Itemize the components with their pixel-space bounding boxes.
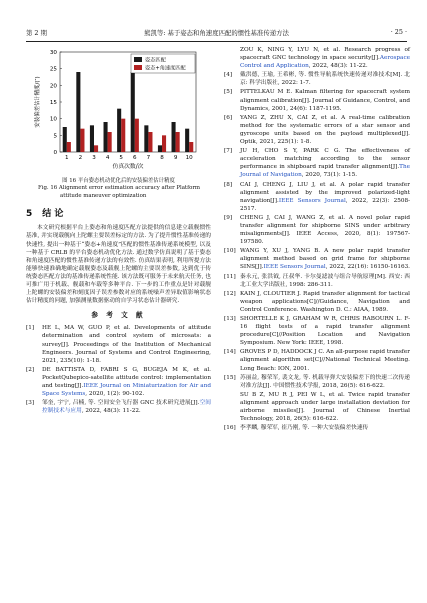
section-heading xyxy=(26,210,211,218)
x-tick-label: 4 xyxy=(105,155,110,161)
x-tick-label: 10 xyxy=(185,155,193,161)
reference-text xyxy=(240,114,410,146)
bar xyxy=(172,122,176,152)
y-tick-label: 25 xyxy=(49,66,57,73)
conclusion-body xyxy=(26,224,211,305)
reference-number: [10] xyxy=(224,248,236,255)
reference-number: [8] xyxy=(224,181,233,188)
reference-body: GROVES P D, HADDOCK J C. An all-purpose rapid transfer alignment algorithm set[C]//National Technical Meeting. Long Beach: ION, 2001. xyxy=(240,349,410,372)
reference-item xyxy=(224,424,410,432)
y-axis-label: 安装偏差估计精度/(″) xyxy=(35,76,41,128)
reference-text xyxy=(42,324,211,364)
legend-swatch xyxy=(134,57,142,62)
reference-item xyxy=(224,348,410,372)
reference-item xyxy=(224,214,410,246)
reference-body: WANG Y, XU J, YANG B. A new polar rapid transfer alignment method based on grid frame for shipborne SINS[J]. xyxy=(240,248,410,271)
bar xyxy=(121,119,125,152)
y-tick-label: 30 xyxy=(49,50,57,56)
reference-item xyxy=(224,247,410,271)
reference-body: ZOU K, NING Y, LYU N, et al. Research progress of spacecraft GNC technology in space security[J]. xyxy=(240,47,410,62)
reference-list-right xyxy=(224,46,410,432)
reference-text xyxy=(240,214,410,246)
reference-item xyxy=(224,374,410,390)
reference-number: [2] xyxy=(26,366,35,373)
x-tick-label: 1 xyxy=(65,155,69,161)
reference-body: PITTELKAU M E. Kalman filtering for spacecraft system alignment calibration[J]. Journal of Guidance, Control, and Dynamics, 2001, 24(6): 1187-1195. xyxy=(240,89,410,112)
reference-number xyxy=(224,46,240,70)
reference-body: YANG Z, ZHU X, CAI Z, et al. A real-time calibration method for the systematic errors of a star sensor and gyroscope units based on the payload multiplexed[J]. Optik, 2021, 225(1): 1-8. xyxy=(240,114,410,146)
reference-item xyxy=(224,290,410,314)
x-tick-label: 5 xyxy=(119,155,123,161)
reference-number: [16] xyxy=(224,425,236,432)
reference-number: [4] xyxy=(224,72,233,79)
reference-text xyxy=(42,399,211,415)
reference-body: SHORTELLE K J, GRAHAM W R, CHRIS RABOURN L. F-16 flight tests of a rapid transfer alignment procedure[C]//Position Location and Navigation Symposium. New York: IEEE, 1998. xyxy=(240,316,410,347)
reference-text xyxy=(240,348,410,372)
reference-number xyxy=(224,391,240,423)
y-tick-label: 20 xyxy=(49,83,57,90)
reference-tail: , 2020, 73(1): 1-15. xyxy=(301,172,358,179)
reference-item xyxy=(224,273,410,289)
legend-label: 姿态匹配 xyxy=(145,57,166,64)
reference-item xyxy=(224,181,410,213)
legend-label: 姿态+角速度匹配 xyxy=(145,65,186,72)
reference-body: 李孝麟, 穆荣军, 崔乃刚, 等. 一种大安装偏差快速传 xyxy=(240,425,369,432)
caption-en: Fig. 16 Alignment error estimation accuracy after Platform attitude maneuver optimization xyxy=(38,185,201,199)
bar xyxy=(158,145,162,152)
reference-text xyxy=(240,147,410,179)
y-tick-label: 0 xyxy=(53,150,57,156)
bar xyxy=(76,72,80,152)
y-tick-label: 10 xyxy=(49,116,57,123)
left-column xyxy=(26,46,211,416)
reference-number: [15] xyxy=(224,374,236,381)
reference-tail: , 2022, 22(3): 2508-2517. xyxy=(240,197,410,212)
journal-link[interactable]: Aerospace Control and Application xyxy=(240,55,410,70)
reference-body: 秦永元, 张洪钺, 汪叔华. 卡尔曼滤波与组合导航原理[M]. 西安: 西北工业大学出版社, 1998: 286-311. xyxy=(240,273,410,288)
x-tick-label: 9 xyxy=(173,155,178,161)
conclusion-paragraph: 本文研究根据平台上姿态和角速度匹配方法提供的信息建立载舰惯性基准, 并实现载舰向上陀螺主要误差标定的方法. 为了提升惯性基准传递的快速性, 提出一种基于“姿态+角速度”匹配的惯性基准传递系统模型, 以及一种基于 CRLB 的平台姿态机动优化方法. 通过数学仿真说明了基于姿态和角速度匹配的惯性基准传递方法的有效性. 仿真结果表明, 利用所提方法能够快速准确地确定载舰姿态及载舰上陀螺的主要误差参数, 达到优于传统姿态匹配方法的基准传递系统性能. 该方法既可服务于未来航天任务, 也可推广用于机载、舰载和车载等多种平台. 下一步的工作重点是针对载舰上陀螺的安装偏差和刻度因子误差参数对应的系统噪声差异取值影响状态估计精度的问题, 加强测量数据驱动的自学习状态估计器研究. xyxy=(26,225,211,305)
reference-text xyxy=(240,273,410,289)
reference-text xyxy=(240,374,410,390)
reference-body: SU B Z, MU R J, PEI W L, et al. Twice rapid transfer alignment approach under large installation deviation for airborne missiles[J]. Journal of Chinese Inertial Technology, 2018, 26(5): 616-622. xyxy=(240,391,410,423)
right-column xyxy=(224,46,410,433)
reference-number: [13] xyxy=(224,316,236,322)
page-header xyxy=(26,28,407,40)
x-tick-label: 7 xyxy=(146,155,151,161)
reference-tail: , 2022, 22(16): 16150-16163. xyxy=(325,264,410,271)
reference-number: [5] xyxy=(224,89,233,96)
reference-body: JU H, CHO S Y, PARK C G. The effectiveness of acceleration matching according to the sensor performance in shipboard rapid transfer alignment[J]. xyxy=(240,148,410,171)
bar xyxy=(104,122,108,152)
journal-link[interactable]: IEEE Sensors Journal xyxy=(263,264,326,271)
reference-text xyxy=(240,71,410,87)
bar xyxy=(63,127,67,152)
reference-tail: , 2020, 1(2): 90-102. xyxy=(85,391,145,398)
reference-text xyxy=(240,290,410,314)
reference-body: DE BATTISTA D, FABRI S G, BUGEJA M K, et al. PocketQubepico-satellite attitude control: implementation and testing[J]. xyxy=(42,366,211,389)
x-tick-label: 8 xyxy=(160,155,164,161)
reference-body: CAI J, CHENG J, LIU J, et al. A polar rapid transfer alignment assisted by the improved polarized-light navigation[J]. xyxy=(240,181,410,204)
bar xyxy=(144,125,148,152)
issue-label: 第 2 期 xyxy=(26,29,47,37)
reference-number: [3] xyxy=(26,400,35,407)
reference-tail: , 2022, 48(3): 11-22. xyxy=(81,408,141,415)
running-title: 熊凯等: 基于姿态和角速度匹配的惯性基准传递方法 xyxy=(144,29,289,37)
reference-text xyxy=(240,46,410,70)
figure-16 xyxy=(26,46,211,176)
journal-link[interactable]: 空间控制技术与应用 xyxy=(42,400,211,415)
journal-link[interactable]: IEEE Sensors Journal xyxy=(278,197,346,204)
x-axis-label: 仿真次数/次 xyxy=(112,164,144,170)
bar-chart xyxy=(26,46,211,176)
reference-body: 邹奎, 宇宁, 吕楠, 等. 空间安全飞行器 GNC 技术研究进展[J]. xyxy=(42,400,200,407)
reference-number: [14] xyxy=(224,349,236,356)
reference-tail: , 2022, 48(3): 11-22. xyxy=(308,63,368,70)
reference-text xyxy=(240,88,410,112)
reference-text xyxy=(42,366,211,398)
bar xyxy=(189,142,193,152)
x-tick-label: 6 xyxy=(133,155,137,161)
y-tick-label: 5 xyxy=(53,133,57,140)
reference-body: HE L, MA W, GUO P, et al. Developments of attitude determination and control system of microsats: a survey[J]. Proceedings of the Institution of Mechanical Engineers. Journal of Systems and Control Engineering, 2021, 235(10): 1-18. xyxy=(42,325,211,364)
reference-number: [9] xyxy=(224,214,233,221)
bar xyxy=(67,142,71,152)
reference-list-left xyxy=(26,324,211,415)
bar xyxy=(108,132,112,152)
reference-text xyxy=(240,247,410,271)
page-number: · 25 · xyxy=(390,28,407,36)
reference-item xyxy=(224,88,410,112)
bar xyxy=(135,119,139,152)
reference-body: KAIN J, CLOUTIER J. Rapid transfer alignment for tactical weapon applications[C]//Guidance, Navigation and Control Conference. Washington D. C.: AIAA, 1989. xyxy=(240,290,410,313)
reference-item xyxy=(224,114,410,146)
bar xyxy=(131,72,135,152)
bar xyxy=(94,145,98,152)
journal-link[interactable]: The Journal of Navigation xyxy=(240,164,410,179)
reference-item xyxy=(224,71,410,87)
reference-body: CHENG J, CAI J, WANG Z, et al. A novel polar rapid transfer alignment for shipborne SINS under arbitrary misalignments[J]. IEEE Access, 2020, 8(1): 197567-197580. xyxy=(240,214,410,246)
reference-item xyxy=(224,315,410,347)
header-rule xyxy=(26,41,407,42)
reference-number: [1] xyxy=(26,325,35,332)
reference-number: [11] xyxy=(224,273,236,280)
reference-text xyxy=(240,391,410,423)
x-tick-label: 3 xyxy=(92,155,96,161)
x-tick-label: 2 xyxy=(78,155,83,161)
bar xyxy=(80,129,84,152)
reference-item xyxy=(224,391,410,423)
bar xyxy=(176,132,180,152)
reference-item xyxy=(224,147,410,179)
reference-item xyxy=(224,46,410,70)
reference-text xyxy=(240,181,410,213)
reference-item xyxy=(26,324,211,364)
caption-cn: 图 16 平台姿态机动优化后的安装偏差估计精度 xyxy=(62,178,175,184)
reference-text xyxy=(240,315,410,347)
figure-caption xyxy=(26,178,211,200)
reference-text xyxy=(240,424,410,432)
reference-number: [12] xyxy=(224,290,236,297)
journal-link[interactable]: IEEE Journal on Miniaturization for Air and Space Systems xyxy=(42,383,211,398)
bar xyxy=(117,109,121,152)
section-title: 结 论 xyxy=(42,209,64,220)
bar xyxy=(162,135,166,152)
bar xyxy=(90,125,94,152)
reference-body: 戴洪德, 王瑜, 王希彬, 等. 惯性导航系统快速传递对准技术[M]. 北京: 科学出版社, 2022: 1-7. xyxy=(240,72,410,87)
section-number: 5 xyxy=(26,209,33,220)
reference-number: [7] xyxy=(224,148,233,155)
reference-item xyxy=(26,399,211,415)
bar xyxy=(185,129,189,152)
bar xyxy=(148,132,152,152)
references-heading: 参 考 文 献 xyxy=(91,311,146,320)
reference-number: [6] xyxy=(224,114,233,121)
legend-swatch xyxy=(134,65,142,70)
y-tick-label: 15 xyxy=(49,100,57,106)
reference-item xyxy=(26,366,211,398)
reference-body: 苏丽益, 穆荣军, 裴文龙, 等. 机载导弹大安装偏差下的快速二次传递对准方法[J]. 中国惯性技术学报, 2018, 26(5): 616-622. xyxy=(240,374,410,389)
